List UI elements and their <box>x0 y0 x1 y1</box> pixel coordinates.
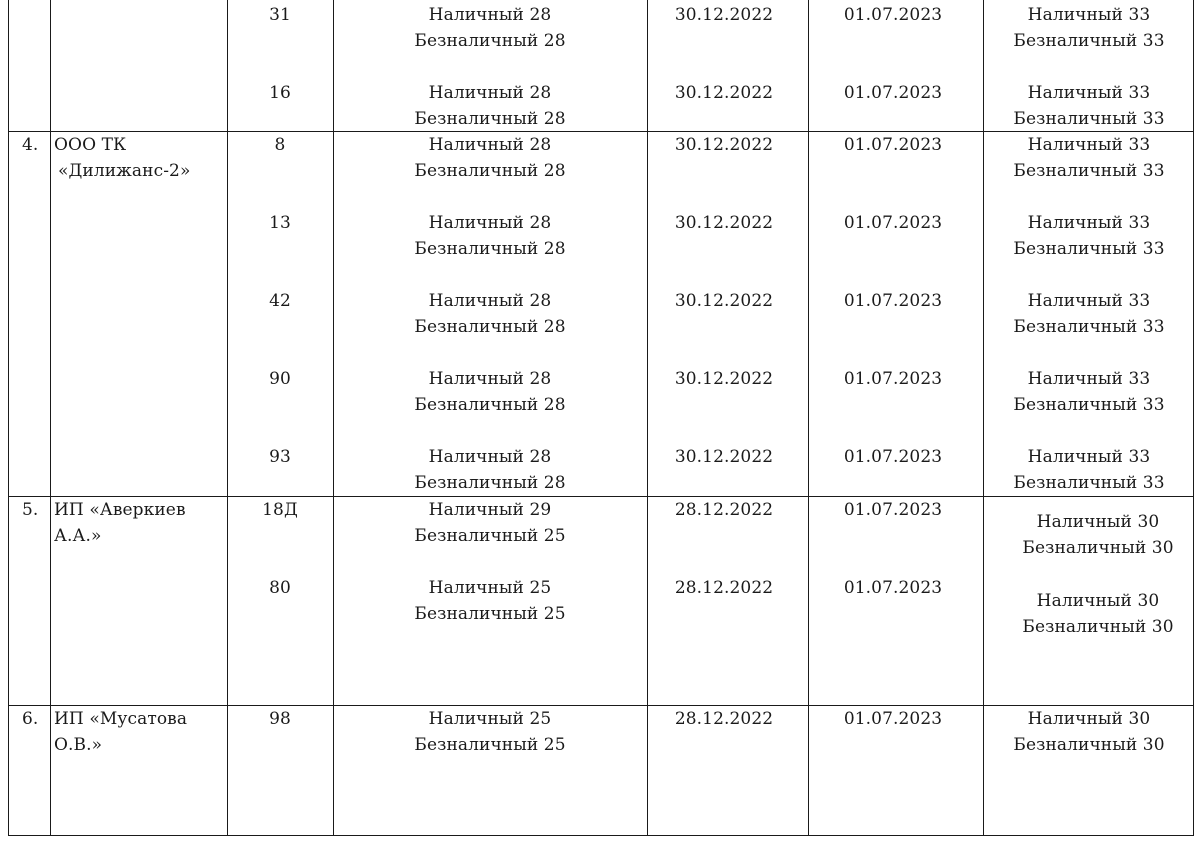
new-tariff <box>1013 132 1164 184</box>
new-tariff-cash: Наличный 33 <box>1027 5 1151 25</box>
date-from: 28.12.2022 <box>674 500 774 520</box>
new-tariff-cash: Наличный 33 <box>1027 291 1151 311</box>
old-tariff-noncash: Безналичный 28 <box>414 239 566 259</box>
new-tariff-cash: Наличный 30 <box>1027 709 1151 729</box>
route-number: 31 <box>269 5 291 25</box>
row-number: 5. <box>22 500 39 520</box>
old-tariff-noncash: Безналичный 25 <box>414 735 566 755</box>
route-number: 90 <box>269 369 291 389</box>
old-tariff-cash: Наличный 25 <box>428 578 552 598</box>
old-tariff-cash: Наличный 25 <box>428 709 552 729</box>
old-tariff <box>414 210 565 262</box>
date-to: 01.07.2023 <box>843 291 943 311</box>
old-tariff-noncash: Безналичный 28 <box>414 317 566 337</box>
date-from: 28.12.2022 <box>674 709 774 729</box>
date-to: 01.07.2023 <box>843 83 943 103</box>
old-tariff <box>414 706 565 758</box>
new-tariff-noncash: Безналичный 30 <box>1022 617 1174 637</box>
new-tariff-noncash: Безналичный 33 <box>1013 317 1165 337</box>
column-divider <box>647 0 648 836</box>
date-to: 01.07.2023 <box>843 135 943 155</box>
new-tariff <box>1013 366 1164 418</box>
old-tariff <box>414 497 565 549</box>
route-number: 93 <box>269 447 291 467</box>
carrier-name-line: ИП «Аверкиев <box>54 500 186 520</box>
old-tariff-noncash: Безналичный 28 <box>414 31 566 51</box>
table-border-right <box>1193 0 1194 836</box>
carrier-name-line: А.А.» <box>54 526 102 546</box>
new-tariff-cash: Наличный 30 <box>1036 591 1160 611</box>
old-tariff-noncash: Безналичный 28 <box>414 161 566 181</box>
row-divider <box>8 496 1194 497</box>
old-tariff <box>414 444 565 496</box>
new-tariff-cash: Наличный 33 <box>1027 213 1151 233</box>
new-tariff <box>1013 288 1164 340</box>
old-tariff-noncash: Безналичный 25 <box>414 604 566 624</box>
old-tariff-cash: Наличный 28 <box>428 5 552 25</box>
row-number: 4. <box>22 135 39 155</box>
date-to: 01.07.2023 <box>843 369 943 389</box>
row-number: 6. <box>22 709 39 729</box>
new-tariff-noncash: Безналичный 30 <box>1022 538 1174 558</box>
new-tariff <box>1022 509 1173 561</box>
route-number: 8 <box>274 135 286 155</box>
old-tariff <box>414 132 565 184</box>
route-number: 42 <box>269 291 291 311</box>
date-from: 30.12.2022 <box>674 447 774 467</box>
new-tariff <box>1013 2 1164 54</box>
old-tariff-cash: Наличный 28 <box>428 83 552 103</box>
carrier-name <box>54 132 190 184</box>
new-tariff-cash: Наличный 33 <box>1027 447 1151 467</box>
new-tariff <box>1013 80 1164 132</box>
old-tariff-noncash: Безналичный 28 <box>414 473 566 493</box>
new-tariff <box>1022 588 1173 640</box>
table-border-bottom <box>8 835 1194 836</box>
carrier-name-line: О.В.» <box>54 735 103 755</box>
new-tariff-cash: Наличный 30 <box>1036 512 1160 532</box>
date-from: 30.12.2022 <box>674 135 774 155</box>
carrier-name-line: ООО ТК <box>54 135 127 155</box>
new-tariff-noncash: Безналичный 33 <box>1013 161 1165 181</box>
date-to: 01.07.2023 <box>843 447 943 467</box>
new-tariff-noncash: Безналичный 33 <box>1013 395 1165 415</box>
date-to: 01.07.2023 <box>843 578 943 598</box>
old-tariff-cash: Наличный 28 <box>428 447 552 467</box>
column-divider <box>808 0 809 836</box>
old-tariff-noncash: Безналичный 28 <box>414 395 566 415</box>
route-number: 80 <box>269 578 291 598</box>
new-tariff-noncash: Безналичный 33 <box>1013 109 1165 129</box>
old-tariff-noncash: Безналичный 28 <box>414 109 566 129</box>
new-tariff-noncash: Безналичный 33 <box>1013 31 1165 51</box>
old-tariff-cash: Наличный 28 <box>428 213 552 233</box>
date-from: 30.12.2022 <box>674 369 774 389</box>
new-tariff-noncash: Безналичный 33 <box>1013 473 1165 493</box>
old-tariff-noncash: Безналичный 25 <box>414 526 566 546</box>
column-divider <box>333 0 334 836</box>
column-divider <box>983 0 984 836</box>
date-from: 30.12.2022 <box>674 83 774 103</box>
carrier-name-line: «Дилижанс-2» <box>58 161 191 181</box>
old-tariff <box>414 288 565 340</box>
old-tariff-cash: Наличный 28 <box>428 135 552 155</box>
new-tariff <box>1013 706 1164 758</box>
table-border-left <box>8 0 9 836</box>
date-to: 01.07.2023 <box>843 213 943 233</box>
old-tariff <box>414 80 565 132</box>
new-tariff-noncash: Безналичный 30 <box>1013 735 1165 755</box>
date-from: 30.12.2022 <box>674 213 774 233</box>
date-to: 01.07.2023 <box>843 709 943 729</box>
new-tariff-cash: Наличный 33 <box>1027 135 1151 155</box>
date-from: 30.12.2022 <box>674 291 774 311</box>
route-number: 13 <box>269 213 291 233</box>
old-tariff <box>414 2 565 54</box>
new-tariff-noncash: Безналичный 33 <box>1013 239 1165 259</box>
new-tariff <box>1013 444 1164 496</box>
new-tariff-cash: Наличный 33 <box>1027 369 1151 389</box>
carrier-name <box>54 497 186 549</box>
date-to: 01.07.2023 <box>843 500 943 520</box>
new-tariff <box>1013 210 1164 262</box>
old-tariff <box>414 575 565 627</box>
column-divider <box>227 0 228 836</box>
date-from: 28.12.2022 <box>674 578 774 598</box>
column-divider <box>50 0 51 836</box>
carrier-name-line: ИП «Мусатова <box>54 709 188 729</box>
old-tariff <box>414 366 565 418</box>
old-tariff-cash: Наличный 28 <box>428 291 552 311</box>
route-number: 16 <box>269 83 291 103</box>
new-tariff-cash: Наличный 33 <box>1027 83 1151 103</box>
date-to: 01.07.2023 <box>843 5 943 25</box>
old-tariff-cash: Наличный 29 <box>428 500 552 520</box>
old-tariff-cash: Наличный 28 <box>428 369 552 389</box>
carrier-name <box>54 706 187 758</box>
route-number: 18Д <box>262 500 298 520</box>
route-number: 98 <box>269 709 291 729</box>
date-from: 30.12.2022 <box>674 5 774 25</box>
